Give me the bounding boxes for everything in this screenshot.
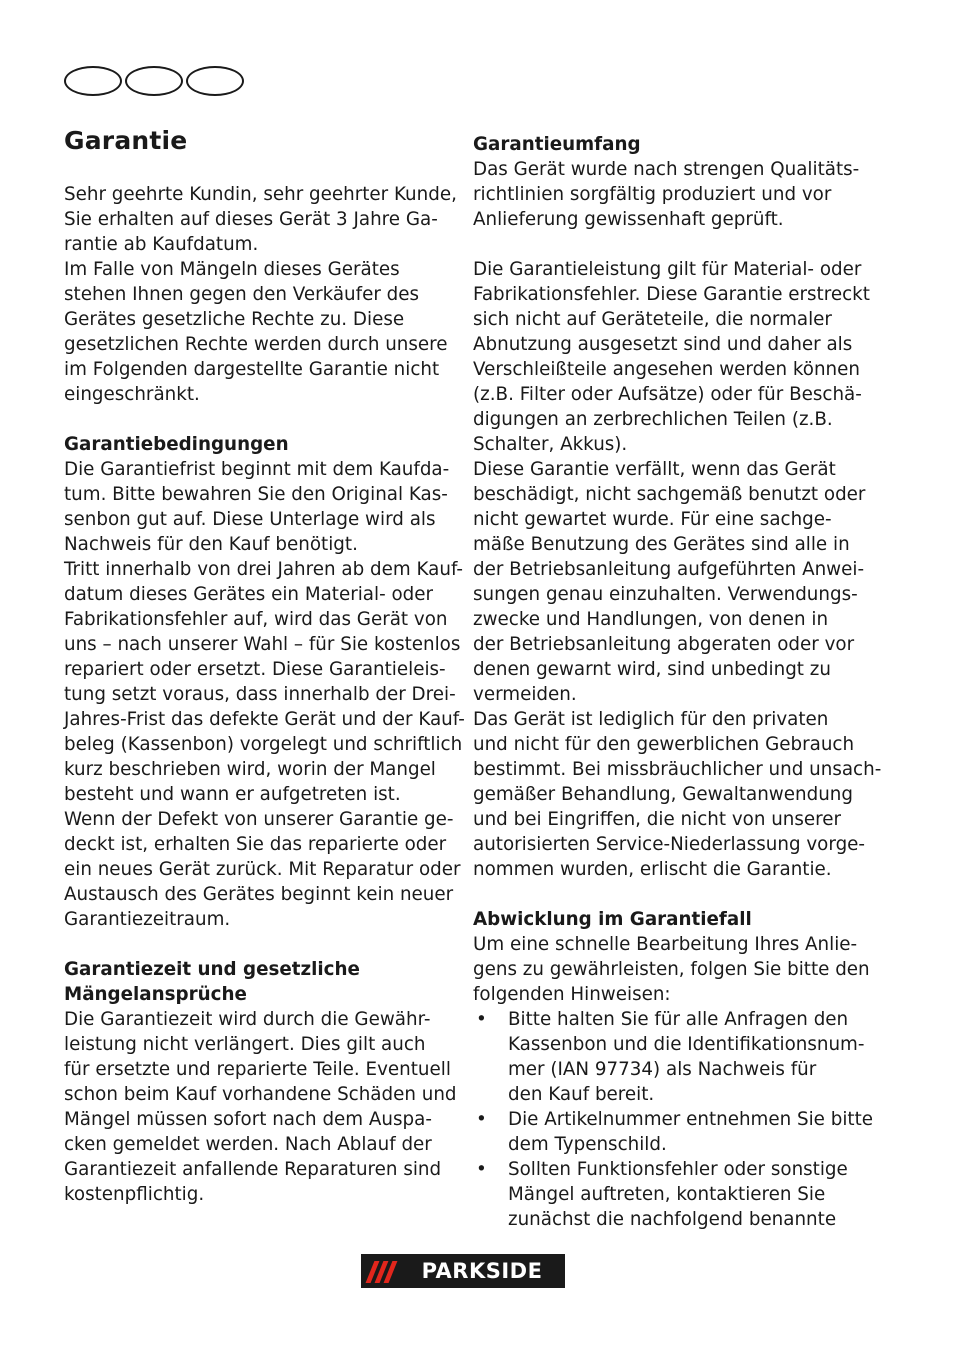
list-item-text: mer (IAN 97734) als Nachweis für (508, 1059, 817, 1080)
text-line: Garantiezeitraum. (64, 909, 231, 930)
text-line: Im Falle von Mängeln dieses Gerätes (64, 259, 400, 280)
text-line: Die Garantieleistung gilt für Material- oder (473, 259, 862, 280)
list-item-line (473, 1157, 873, 1182)
text-line: Die Garantiezeit wird durch die Gewähr- (64, 1009, 431, 1030)
text-line: Verschleißteile angesehen werden können (473, 359, 860, 380)
text-line: eingeschränkt. (64, 384, 200, 405)
text-line: sich nicht auf Geräteteile, die normaler (473, 309, 832, 330)
list-item-text: den Kauf bereit. (508, 1084, 655, 1105)
text-line: zwecke und Handlungen, von denen in (473, 609, 829, 630)
text-line: beleg (Kassenbon) vorgelegt und schriftlich (64, 734, 463, 755)
text-line: autorisierten Service-Niederlassung vorge- (473, 834, 866, 855)
text-line: Das Gerät ist lediglich für den privaten (473, 709, 829, 730)
right-column (473, 132, 882, 1232)
text-line: Um eine schnelle Bearbeitung Ihres Anlie- (473, 934, 858, 955)
text-line: Fabrikationsfehler. Diese Garantie erstreckt (473, 284, 870, 305)
text-line: Nachweis für den Kauf benötigt. (64, 534, 358, 555)
text-line: besteht und wann er aufgetreten ist. (64, 784, 401, 805)
list-item-line (473, 1182, 873, 1207)
text-line: nommen wurden, erlischt die Garantie. (473, 859, 832, 880)
text-line: Sehr geehrte Kundin, sehr geehrter Kunde, (64, 184, 457, 205)
text-line: gens zu gewährleisten, folgen Sie bitte den (473, 959, 870, 980)
text-line: stehen Ihnen gegen den Verkäufer des (64, 284, 420, 305)
left-column (64, 182, 465, 1207)
text-line: kurz beschrieben wird, worin der Mangel (64, 759, 436, 780)
section-heading: Garantiezeit und gesetzliche (64, 959, 360, 980)
text-line: deckt ist, erhalten Sie das reparierte oder (64, 834, 447, 855)
paragraph-gap (64, 932, 454, 957)
text-line: Fabrikationsfehler auf, wird das Gerät von (64, 609, 448, 630)
text-line: beschädigt, nicht sachgemäß benutzt oder (473, 484, 866, 505)
text-line: der Betriebsanleitung aufgeführten Anwei- (473, 559, 865, 580)
text-line: gemäßer Behandlung, Gewaltanwendung (473, 784, 853, 805)
text-line: senbon gut auf. Diese Unterlage wird als (64, 509, 436, 530)
language-oval (186, 66, 244, 96)
text-line: Austausch des Gerätes beginnt kein neuer (64, 884, 454, 905)
list-item-line (473, 1207, 873, 1232)
text-line: repariert oder ersetzt. Diese Garantieleis- (64, 659, 446, 680)
text-line: ein neues Gerät zurück. Mit Reparatur oder (64, 859, 461, 880)
text-line: Tritt innerhalb von drei Jahren ab dem Kauf- (64, 559, 463, 580)
text-line: datum dieses Gerätes ein Material- oder (64, 584, 434, 605)
text-line: tung setzt voraus, dass innerhalb der Drei- (64, 684, 456, 705)
list-item-line (473, 1057, 873, 1082)
section-heading: Garantiebedingungen (64, 434, 289, 455)
text-line: sungen genau einzuhalten. Verwendungs- (473, 584, 858, 605)
text-line: Wenn der Defekt von unserer Garantie ge- (64, 809, 454, 830)
text-line: der Betriebsanleitung abgeraten oder vor (473, 634, 855, 655)
bullet-icon: • (476, 1159, 487, 1180)
text-line: digungen an zerbrechlichen Teilen (z.B. (473, 409, 833, 430)
text-line: Die Garantiefrist beginnt mit dem Kaufda- (64, 459, 450, 480)
text-line: für ersetzte und reparierte Teile. Eventuell (64, 1059, 451, 1080)
bullet-indent (473, 1057, 508, 1082)
text-line: uns – nach unserer Wahl – für Sie kostenlos (64, 634, 461, 655)
text-line: schon beim Kauf vorhandene Schäden und (64, 1084, 457, 1105)
text-line: folgenden Hinweisen: (473, 984, 671, 1005)
paragraph-gap (473, 232, 873, 257)
text-line: im Folgenden dargestellte Garantie nicht (64, 359, 440, 380)
list-item-text: dem Typenschild. (508, 1134, 667, 1155)
list-item-line (473, 1082, 873, 1107)
bullet-icon: • (476, 1009, 487, 1030)
list-item-text: Kassenbon und die Identifikationsnum- (508, 1034, 865, 1055)
text-line: vermeiden. (473, 684, 577, 705)
text-line: mäße Benutzung des Gerätes sind alle in (473, 534, 850, 555)
list-item-text: Mängel auftreten, kontaktieren Sie (508, 1184, 826, 1205)
text-line: Garantiezeit anfallende Reparaturen sind (64, 1159, 442, 1180)
text-line: richtlinien sorgfältig produziert und vor (473, 184, 832, 205)
text-line: bestimmt. Bei missbräuchlicher und unsach- (473, 759, 882, 780)
text-line: denen gewarnt wird, sind unbedingt zu (473, 659, 831, 680)
text-line: Abnutzung ausgesetzt sind und daher als (473, 334, 853, 355)
language-oval (125, 66, 183, 96)
text-line: cken gemeldet werden. Nach Ablauf der (64, 1134, 432, 1155)
section-heading: Abwicklung im Garantiefall (473, 909, 752, 930)
list-item-line (473, 1032, 873, 1057)
text-line: Mängel müssen sofort nach dem Auspa- (64, 1109, 432, 1130)
text-line: Anlieferung gewissenhaft geprüft. (473, 209, 784, 230)
text-line: kostenpflichtig. (64, 1184, 205, 1205)
text-line: tum. Bitte bewahren Sie den Original Kas- (64, 484, 448, 505)
text-line: und nicht für den gewerblichen Gebrauch (473, 734, 855, 755)
text-line: gesetzlichen Rechte werden durch unsere (64, 334, 448, 355)
bullet-indent (473, 1132, 508, 1157)
paragraph-gap (64, 407, 454, 432)
list-item-text: zunächst die nachfolgend benannte (508, 1209, 837, 1230)
text-line: leistung nicht verlängert. Dies gilt auch (64, 1034, 426, 1055)
list-item-text: Bitte halten Sie für alle Anfragen den (508, 1009, 849, 1030)
language-ovals (64, 66, 244, 96)
text-line: Sie erhalten auf dieses Gerät 3 Jahre Ga- (64, 209, 438, 230)
text-line: nicht gewartet wurde. Für eine sachge- (473, 509, 832, 530)
text-line: und bei Eingriffen, die nicht von unserer (473, 809, 842, 830)
bullet-indent (473, 1082, 508, 1107)
list-item-text: Die Artikelnummer entnehmen Sie bitte (508, 1109, 873, 1130)
parkside-logo (361, 1254, 565, 1288)
page-title: Garantie (64, 126, 188, 155)
text-line: Diese Garantie verfällt, wenn das Gerät (473, 459, 836, 480)
bullet-indent (473, 1032, 508, 1057)
list-item-line (473, 1132, 873, 1157)
section-heading: Mängelansprüche (64, 984, 247, 1005)
logo-text: PARKSIDE (421, 1259, 543, 1283)
text-line: Jahres-Frist das defekte Gerät und der Kauf- (64, 709, 465, 730)
text-line: (z.B. Filter oder Aufsätze) oder für Beschä- (473, 384, 862, 405)
text-line: Schalter, Akkus). (473, 434, 628, 455)
text-line: Gerätes gesetzliche Rechte zu. Diese (64, 309, 405, 330)
text-line: Das Gerät wurde nach strengen Qualitäts- (473, 159, 860, 180)
section-heading: Garantieumfang (473, 134, 641, 155)
bullet-indent (473, 1182, 508, 1207)
paragraph-gap (473, 882, 873, 907)
list-item-text: Sollten Funktionsfehler oder sonstige (508, 1159, 848, 1180)
language-oval (64, 66, 122, 96)
text-line: rantie ab Kaufdatum. (64, 234, 259, 255)
list-item-line (473, 1107, 873, 1132)
bullet-icon: • (476, 1109, 487, 1130)
list-item-line (473, 1007, 873, 1032)
logo-slashes-icon (362, 1255, 400, 1287)
bullet-indent (473, 1207, 508, 1232)
